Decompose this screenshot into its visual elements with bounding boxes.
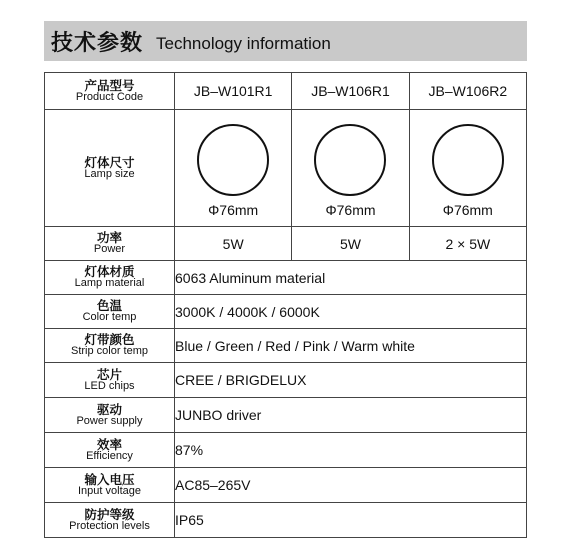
label-cell (45, 261, 175, 295)
spec-table (44, 72, 527, 538)
table-row (45, 329, 527, 363)
table-row-lamp-size (45, 110, 527, 227)
model-cell: JB–W106R1 (292, 73, 409, 110)
table-row (45, 433, 527, 468)
value-cell: 6063 Aluminum material (175, 261, 527, 295)
table-row (45, 261, 527, 295)
label-en: Protection levels (69, 519, 150, 532)
lamp-size-cell (409, 110, 526, 227)
label-zh: 驱动 (96, 401, 122, 417)
table-row (45, 503, 527, 538)
lamp-diameter: Φ76mm (325, 202, 376, 218)
table-row-power (45, 227, 527, 261)
label-en: Input voltage (78, 484, 141, 497)
lamp-size-cell (292, 110, 409, 227)
label-zh: 芯片 (96, 366, 122, 382)
label-cell (45, 329, 175, 363)
value-cell: IP65 (175, 503, 527, 538)
label-zh: 灯体材质 (84, 264, 135, 280)
label-en: Lamp material (74, 277, 145, 290)
value-cell: CREE / BRIGDELUX (175, 363, 527, 398)
table-row-product-code (45, 73, 527, 110)
lamp-circle-icon (432, 124, 504, 196)
label-zh: 灯带颜色 (84, 332, 135, 348)
label-cell (45, 110, 175, 227)
label-en: Power (93, 243, 126, 256)
label-zh: 效率 (96, 436, 122, 452)
model-cell: JB–W106R2 (409, 73, 526, 110)
label-en: Product Code (75, 90, 144, 103)
label-cell (45, 295, 175, 329)
label-en: Efficiency (86, 449, 133, 462)
model-cell: JB–W101R1 (175, 73, 292, 110)
value-cell: 3000K / 4000K / 6000K (175, 295, 527, 329)
lamp-size-cell (175, 110, 292, 227)
label-en: Color temp (82, 311, 137, 324)
table-row (45, 363, 527, 398)
label-en: Strip color temp (70, 345, 149, 358)
label-cell (45, 468, 175, 503)
label-cell (45, 227, 175, 261)
section-header (44, 21, 527, 61)
label-en: Power supply (76, 414, 143, 427)
label-zh: 功率 (96, 230, 122, 246)
value-cell: AC85–265V (175, 468, 527, 503)
label-zh: 防护等级 (84, 506, 135, 522)
lamp-circle-icon (314, 124, 386, 196)
header-title-en: Technology information (156, 34, 331, 53)
lamp-circle-icon (197, 124, 269, 196)
label-zh: 色温 (96, 298, 122, 314)
table-row (45, 398, 527, 433)
lamp-diameter: Φ76mm (208, 202, 259, 218)
header-title-zh: 技术参数 (51, 31, 144, 56)
label-en: Lamp size (84, 167, 135, 180)
table-row (45, 468, 527, 503)
label-cell (45, 73, 175, 110)
table-row (45, 295, 527, 329)
label-zh: 产品型号 (84, 77, 135, 93)
lamp-diameter: Φ76mm (442, 202, 493, 218)
value-cell: JUNBO driver (175, 398, 527, 433)
value-cell: 87% (175, 433, 527, 468)
value-cell: Blue / Green / Red / Pink / Warm white (175, 329, 527, 363)
label-zh: 输入电压 (84, 471, 135, 487)
power-cell: 5W (175, 227, 292, 261)
label-cell (45, 398, 175, 433)
label-cell (45, 433, 175, 468)
label-en: LED chips (84, 379, 135, 392)
label-cell (45, 363, 175, 398)
label-zh: 灯体尺寸 (84, 154, 135, 170)
label-cell (45, 503, 175, 538)
power-cell: 2 × 5W (409, 227, 526, 261)
power-cell: 5W (292, 227, 409, 261)
